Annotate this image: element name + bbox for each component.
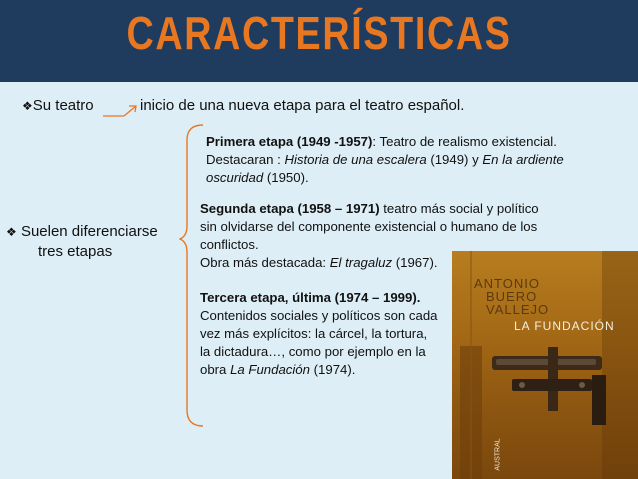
divisions-line2: tres etapas xyxy=(38,243,113,260)
diamond-bullet-icon: ❖ xyxy=(22,99,33,113)
book-cover-image xyxy=(452,251,638,479)
stage-text: : Teatro de realismo existencial. xyxy=(372,134,557,149)
stage-text: (1967). xyxy=(392,255,438,270)
stage-text: teatro más social y político sin olvidarse del componente existencial o humano de los conflictos. xyxy=(200,201,539,252)
book-publisher: AUSTRAL xyxy=(494,438,502,471)
book-author-line: VALLEJO xyxy=(486,302,550,317)
arrow-right-icon xyxy=(102,103,138,119)
book-author xyxy=(474,277,549,316)
stage-third xyxy=(200,289,440,379)
work-title: El tragaluz xyxy=(329,255,393,270)
stage-text: Contenidos sociales y políticos son cada vez más explícitos: la cárcel, la tortura, la dictadura…, como por ejemplo en la obra xyxy=(200,308,438,377)
intro-label-text: Su teatro xyxy=(32,97,94,114)
diamond-bullet-icon: ❖ xyxy=(6,225,17,239)
book-author-line: ANTONIO xyxy=(474,276,540,291)
stage-first xyxy=(206,133,616,187)
divisions-text xyxy=(6,222,158,262)
stage-text: (1949) y xyxy=(426,152,483,167)
divisions-line1: Suelen diferenciarse xyxy=(20,223,158,240)
page-title: CARACTERÍSTICAS xyxy=(126,7,512,59)
header-bar xyxy=(0,0,638,82)
book-author-line: BUERO xyxy=(486,289,538,304)
stage-text: (1950). xyxy=(263,170,309,185)
stage-heading: Primera etapa (1949 -1957) xyxy=(206,134,373,149)
intro-description: inicio de una nueva etapa para el teatro español. xyxy=(140,97,465,114)
stage-heading: Tercera etapa, última (1974 – 1999). xyxy=(200,290,421,305)
stage-text: (1974). xyxy=(309,362,356,377)
work-title: En la ardiente oscuridad xyxy=(206,152,564,185)
stage-text: Obra más destacada: xyxy=(200,255,330,270)
stage-text: Destacaran : xyxy=(206,152,285,167)
work-title: La Fundación xyxy=(230,362,310,377)
book-title: LA FUNDACIÓN xyxy=(514,319,615,333)
stage-heading: Segunda etapa (1958 – 1971) xyxy=(200,201,380,216)
intro-label xyxy=(22,97,94,114)
work-title: Historia de una escalera xyxy=(284,152,427,167)
left-brace-icon xyxy=(179,122,207,432)
